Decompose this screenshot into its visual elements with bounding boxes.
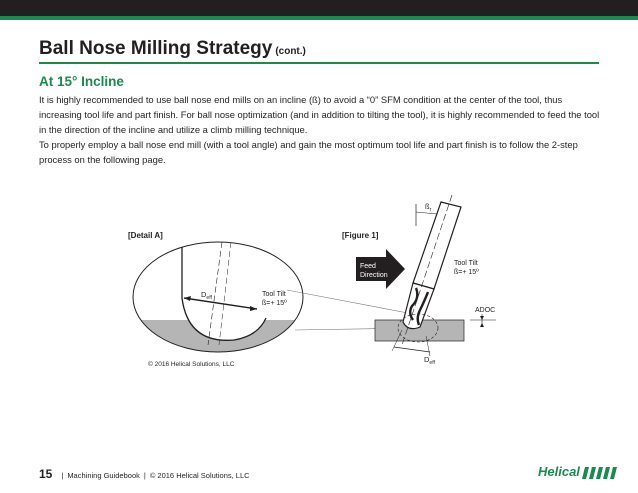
adoc-arrow-up bbox=[480, 323, 484, 327]
figure-1-label: [Figure 1] bbox=[342, 231, 379, 240]
detail-tilt-line2: ß=+ 15º bbox=[262, 300, 287, 307]
detail-tool-profile bbox=[182, 236, 266, 340]
figure-tilt-line2: ß=+ 15º bbox=[454, 269, 479, 276]
title-suffix: (cont.) bbox=[275, 46, 306, 57]
footer-copyright: © 2016 Helical Solutions, LLC bbox=[149, 471, 250, 480]
detail-leader-top bbox=[287, 290, 413, 314]
adoc-label: ADOC bbox=[475, 307, 496, 314]
feed-line2: Direction bbox=[360, 272, 388, 279]
figure-tilt-line1: Tool Tilt bbox=[454, 260, 478, 267]
detail-copyright: © 2016 Helical Solutions, LLC bbox=[148, 361, 235, 368]
detail-a-view bbox=[130, 236, 310, 360]
section-subtitle: At 15° Incline bbox=[39, 74, 124, 89]
feed-line1: Feed bbox=[360, 263, 376, 270]
adoc-arrow-down bbox=[480, 316, 484, 320]
helical-logo bbox=[538, 464, 620, 479]
beta-arc bbox=[416, 212, 437, 214]
title-text: Ball Nose Milling Strategy bbox=[39, 38, 273, 59]
detail-deff-label: $D_{eff}$ bbox=[201, 290, 212, 301]
figure-deff-label: $D_{eff}$ bbox=[424, 355, 435, 366]
process-paragraph: To properly employ a ball nose end mill (with a tool angle) and gain the most optimum tool life and part finish is to follow the 2-step process on the following page. bbox=[39, 139, 578, 165]
logo-stripes-icon bbox=[582, 467, 620, 479]
page-number: 15 bbox=[39, 467, 53, 481]
deff-dimension bbox=[394, 347, 430, 352]
footer-separator: | bbox=[61, 471, 64, 480]
detail-tilt-line1: Tool Tilt bbox=[262, 291, 286, 298]
footer bbox=[39, 467, 250, 481]
beta-label: $ß_r$ bbox=[425, 202, 432, 213]
detail-a-label: [Detail A] bbox=[128, 231, 163, 240]
footer-separator-2: | bbox=[143, 471, 146, 480]
brand-name: Helical bbox=[538, 464, 580, 479]
footer-guide: Machining Guidebook bbox=[67, 471, 140, 480]
intro-paragraph: It is highly recommended to use ball nose end mills on an incline (ß) to avoid a “0” SFM condition at the center of the tool, thus increasing tool life and part finish. For ball nose optimization (and in addition to tilting the tool), it is highly recommended to feed the tool in the direction of the incline and utilize a climb milling technique. bbox=[39, 94, 600, 135]
